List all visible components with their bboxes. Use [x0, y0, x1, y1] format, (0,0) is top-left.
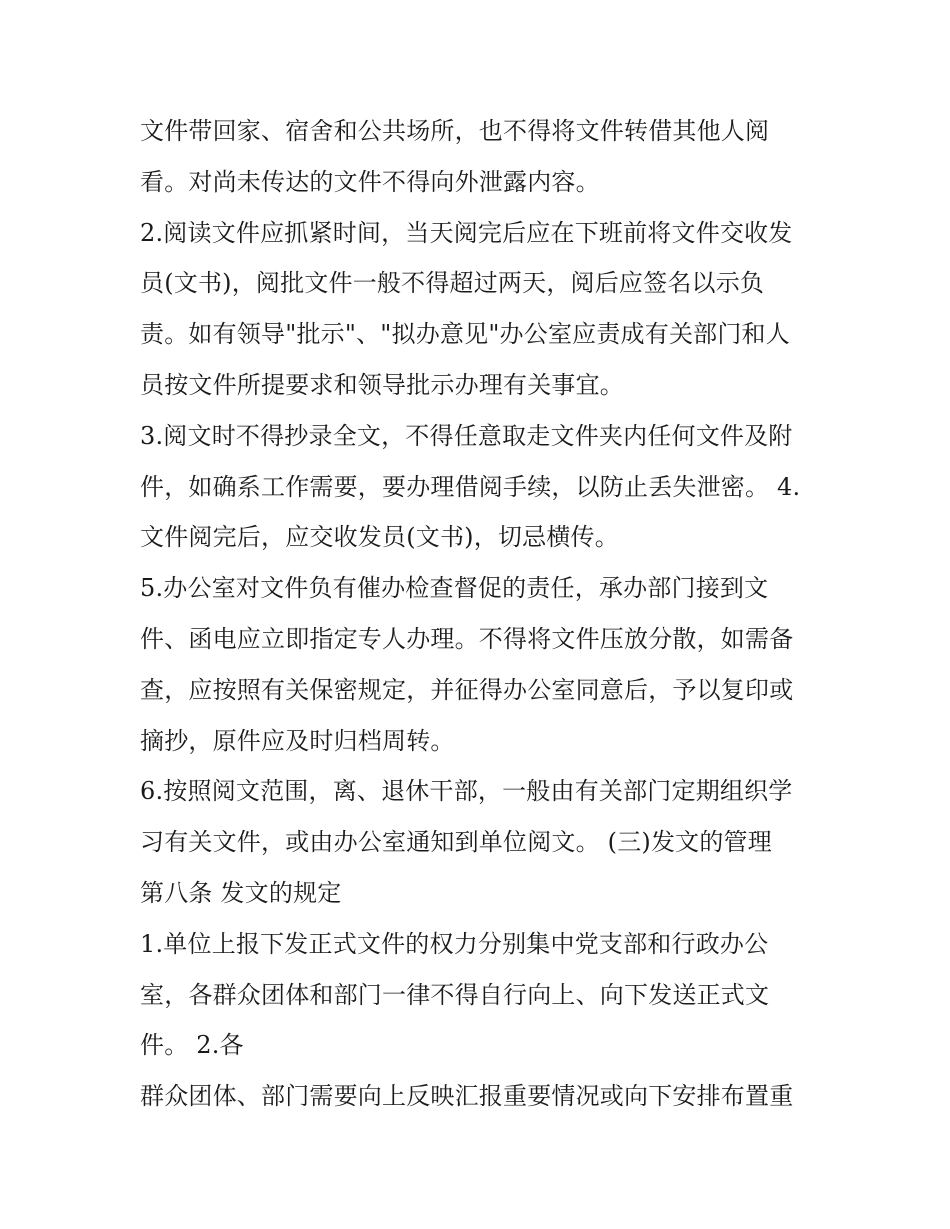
text-line: 3.阅文时不得抄录全文，不得任意取走文件夹内任何文件及附: [140, 421, 793, 450]
text-line: 看。对尚未传达的文件不得向外泄露内容。: [140, 167, 600, 196]
text-line: 文件阅完后，应交收发员(文书)，切忌横传。: [140, 523, 619, 552]
text-line: 件、函电应立即指定专人办理。不得将文件压放分散，如需备: [140, 624, 794, 653]
text-line: 员(文书)，阅批文件一般不得超过两天，阅后应签名以示负: [140, 269, 765, 298]
text-line: 室，各群众团体和部门一律不得自行向上、向下发送正式文: [140, 980, 770, 1009]
text-line: 1.单位上报下发正式文件的权力分别集中党支部和行政办公: [140, 929, 769, 958]
text-line: 摘抄，原件应及时归档周转。: [140, 726, 455, 755]
text-line: 5.办公室对文件负有催办检查督促的责任，承办部门接到文: [140, 574, 769, 603]
text-line: 件。 2.各: [140, 1031, 244, 1060]
text-line: 文件带回家、宿舍和公共场所，也不得将文件转借其他人阅: [140, 117, 770, 145]
text-line: 6.按照阅文范围，离、退休干部，一般由有关部门定期组织学: [140, 777, 793, 806]
text-line: 2.阅读文件应抓紧时间，当天阅完后应在下班前将文件交收发: [140, 218, 793, 247]
text-line: 责。如有领导"批示"、"拟办意见"办公室应责成有关部门和人: [140, 320, 790, 349]
text-line: 件，如确系工作需要，要办理借阅手续，以防止丢失泄密。 4.: [140, 472, 801, 501]
text-line: 查，应按照有关保密规定，并征得办公室同意后，予以复印或: [140, 675, 794, 704]
text-line: 习有关文件，或由办公室通知到单位阅文。 (三)发文的管理: [140, 828, 772, 857]
section-heading: 第八条 发文的规定: [140, 878, 342, 907]
document-body: [140, 106, 820, 1122]
text-line: 群众团体、部门需要向上反映汇报重要情况或向下安排布置重: [140, 1082, 794, 1111]
text-line: 员按文件所提要求和领导批示办理有关事宜。: [140, 370, 624, 399]
